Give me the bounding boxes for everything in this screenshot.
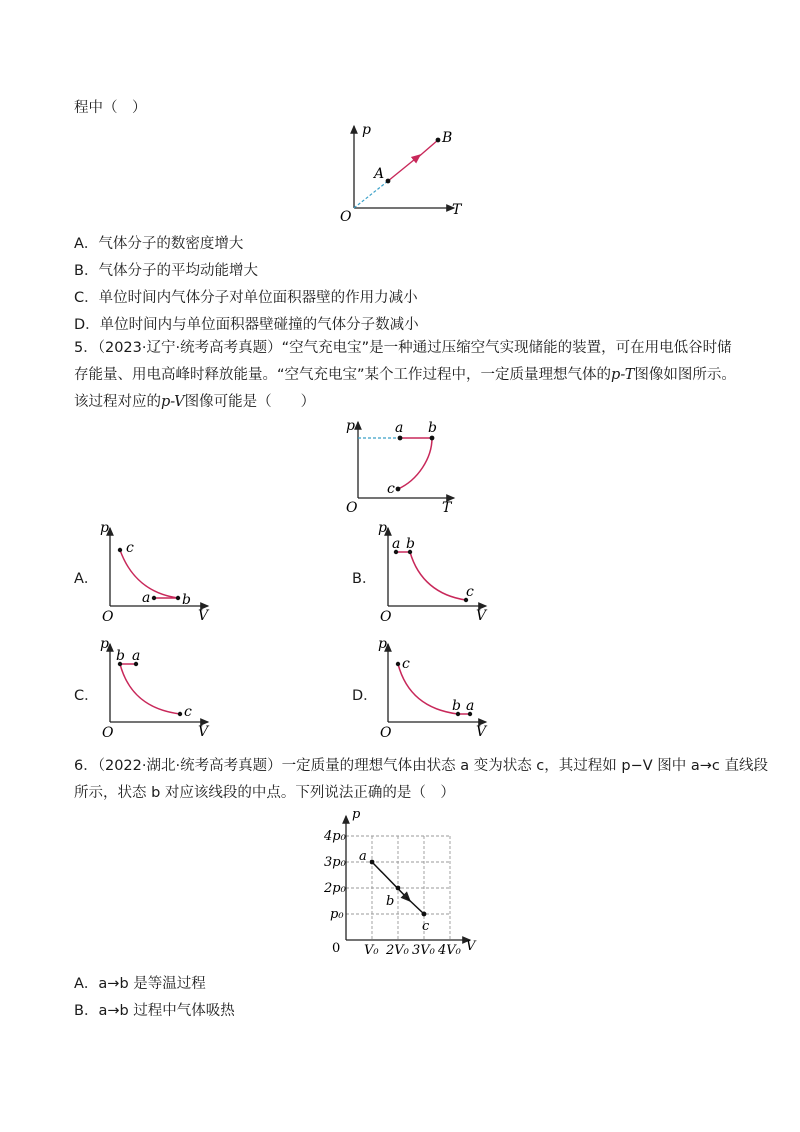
svg-text:O: O: [102, 609, 114, 625]
label-b: b: [428, 420, 437, 436]
point-a: [386, 179, 391, 184]
x-tick-4v0: 4V₀: [438, 943, 461, 958]
x-tick-2v0: 2V₀: [386, 943, 409, 958]
label-c: c: [387, 481, 395, 497]
q5-option-a-label[interactable]: A．: [74, 571, 99, 587]
point-b: [396, 886, 401, 891]
point-a: [398, 436, 403, 441]
svg-text:O: O: [380, 609, 392, 625]
ab-segment-2: [416, 140, 438, 159]
svg-text:p: p: [100, 520, 109, 536]
label-c: c: [422, 919, 430, 934]
origin-label: O: [346, 500, 358, 516]
point-c: [396, 487, 401, 492]
point-b: [430, 436, 435, 441]
q5-option-c-graph[interactable]: [96, 636, 216, 741]
label-a: a: [359, 849, 367, 864]
svg-text:a: a: [466, 698, 475, 714]
q5-option-b-label[interactable]: B．: [352, 571, 377, 587]
ac-segment-2: [406, 897, 424, 914]
y-tick-p0: p₀: [330, 907, 344, 922]
svg-text:p: p: [378, 636, 387, 652]
q5-option-c-label[interactable]: C．: [74, 688, 99, 704]
label-b: b: [386, 894, 395, 909]
q4-option-b[interactable]: B．气体分子的平均动能增大: [74, 263, 258, 279]
y-tick-3p0: 3p₀: [324, 855, 346, 870]
svg-text:c: c: [126, 540, 134, 556]
svg-text:b: b: [182, 592, 191, 608]
svg-text:V: V: [476, 724, 487, 740]
q6-option-b[interactable]: B．a→b 过程中气体吸热: [74, 1003, 235, 1019]
figure-p-t-abc: [340, 418, 470, 514]
y-tick-2p0: 2p₀: [324, 881, 346, 896]
label-a: a: [395, 420, 404, 436]
label-a: A: [374, 166, 385, 182]
q4-option-c[interactable]: C．单位时间内气体分子对单位面积器壁的作用力减小: [74, 290, 418, 306]
svg-text:c: c: [466, 584, 474, 600]
q5-option-d-graph[interactable]: [374, 636, 494, 741]
svg-text:b: b: [452, 698, 461, 714]
point-a: [370, 860, 375, 865]
svg-text:a: a: [392, 536, 401, 552]
q5-option-b-graph[interactable]: [374, 520, 494, 625]
svg-text:c: c: [402, 656, 410, 672]
point-c: [422, 912, 427, 917]
q6-stem: [74, 753, 768, 807]
svg-text:b: b: [406, 536, 415, 552]
question-stem-tail: 程中（ ）: [74, 100, 147, 116]
axis-label-t: T: [452, 202, 462, 218]
origin-label: 0: [332, 941, 341, 956]
svg-text:a: a: [142, 590, 151, 606]
x-tick-v0: V₀: [364, 943, 379, 958]
dashed-extension: [354, 181, 388, 208]
axis-label-p: p: [352, 807, 361, 822]
axis-label-t: T: [442, 500, 452, 516]
figure-p-t-ab: [336, 122, 476, 224]
svg-text:V: V: [198, 608, 209, 624]
x-tick-3v0: 3V₀: [412, 943, 435, 958]
bc-curve: [398, 438, 432, 489]
q5-line-3: 该过程对应的p-V图像可能是（ ）: [74, 394, 316, 410]
q5-line-1: 5．（2023·辽宁·统考高考真题）“空气充电宝”是一种通过压缩空气实现储能的装置，可在用电低谷时储: [74, 340, 732, 356]
axis-label-v: V: [466, 939, 476, 954]
label-b: B: [442, 130, 453, 146]
axis-label-p: p: [346, 418, 355, 434]
ab-segment-1: [388, 155, 420, 181]
axis-label-p: p: [362, 122, 371, 138]
origin-label: O: [340, 209, 352, 225]
q5-stem: [74, 335, 734, 416]
q5-line-2: 存能量、用电高峰时释放能量。“空气充电宝”某个工作过程中，一定质量理想气体的p-T图像如图所示。: [74, 367, 736, 383]
svg-text:b: b: [116, 648, 125, 664]
q5-option-d-label[interactable]: D．: [352, 688, 378, 704]
q6-line-1: 6．（2022·湖北·统考高考真题）一定质量的理想气体由状态 a 变为状态 c，其过程如 p−V 图中 a→c 直线段: [74, 758, 768, 774]
y-tick-4p0: 4p₀: [324, 829, 346, 844]
svg-text:c: c: [184, 704, 192, 720]
svg-text:O: O: [102, 725, 114, 741]
svg-text:p: p: [378, 520, 387, 536]
figure-p-v-grid: [318, 808, 488, 958]
svg-text:V: V: [198, 724, 209, 740]
svg-text:V: V: [476, 608, 487, 624]
q6-line-2: 所示，状态 b 对应该线段的中点。下列说法正确的是（ ）: [74, 785, 455, 801]
svg-text:p: p: [100, 636, 109, 652]
svg-text:O: O: [380, 725, 392, 741]
q4-option-d[interactable]: D．单位时间内与单位面积器壁碰撞的气体分子数减小: [74, 317, 419, 333]
q6-option-a[interactable]: A．a→b 是等温过程: [74, 976, 206, 992]
svg-text:a: a: [132, 648, 141, 664]
point-b: [436, 138, 441, 143]
q4-option-a[interactable]: A．气体分子的数密度增大: [74, 236, 244, 252]
q5-option-a-graph[interactable]: [96, 520, 216, 625]
